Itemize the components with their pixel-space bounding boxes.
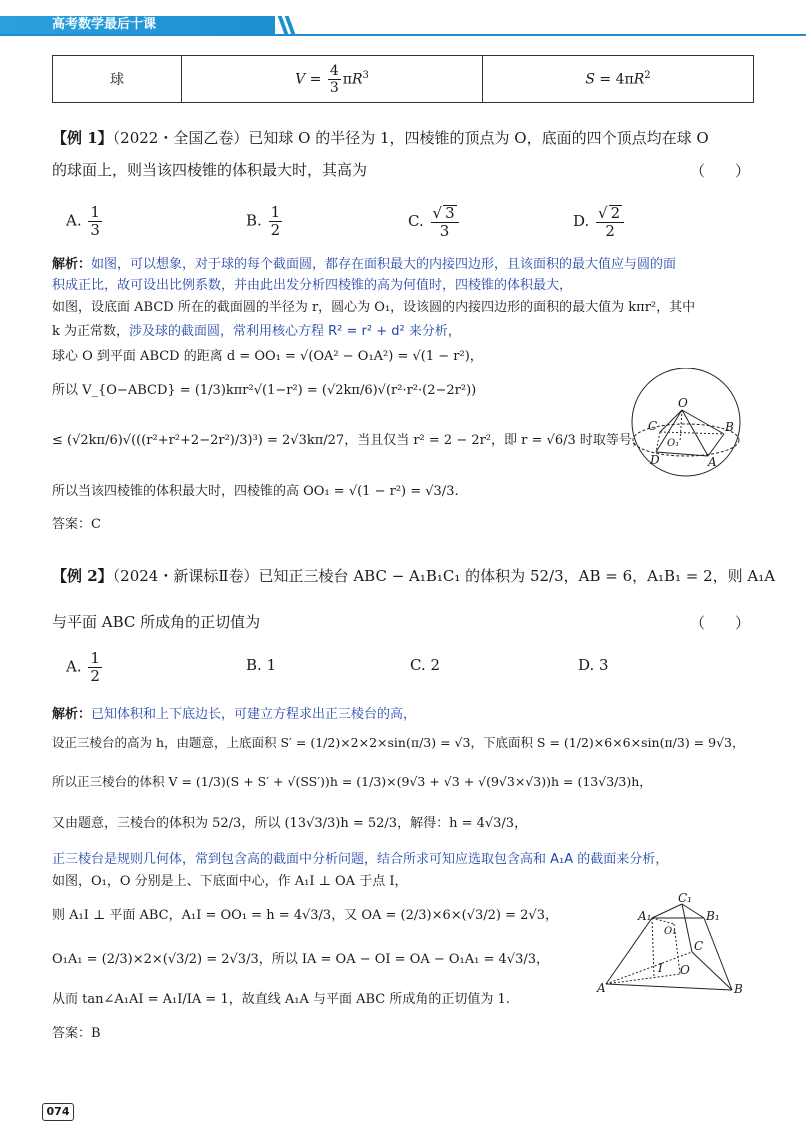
table-cell-shape [53, 56, 182, 103]
ex2-step: 则 A₁I ⊥ 平面 ABC，A₁I = OO₁ = h = 4√3/3，又 OA = (2/3)×6×(√3/2) = 2√3， [52, 908, 558, 923]
header-rule [0, 34, 806, 36]
edge-c1c [682, 904, 692, 952]
page-header [0, 0, 806, 38]
figure-frustum [596, 892, 746, 997]
edge-a1c1 [652, 904, 682, 918]
fig2-label: B [734, 982, 743, 996]
ex2-option-d: D. 3 [578, 656, 609, 674]
fig1-label: O₁ [667, 438, 680, 449]
ex2-analysis-hint2: 正三棱台是规则几何体，常到包含高的截面中分析问题，结合所求可知应选取包含高和 A₁A 的截面来分析， [52, 852, 669, 867]
table-row [53, 56, 754, 103]
fig2-label: C [694, 939, 704, 953]
ex2-step: 设正三棱台的高为 h，由题意，上底面积 S′ = (1/2)×2×2×sin(π/3) = √3，下底面积 S = (1/2)×6×6×sin(π/3) = 9√3， [52, 735, 745, 750]
edge-b1b [704, 918, 732, 990]
edge-da [656, 452, 708, 456]
analysis-hint: 如图，可以想象，对于球的每个截面圆，都存在面积最大的内接四边形，且该面积的最大值应与圆的面 [91, 257, 677, 272]
analysis-hint: 已知体积和上下底边长，可建立方程求出正三棱台的高， [91, 707, 417, 722]
edge-cb [692, 952, 732, 990]
edge-cb [660, 432, 724, 434]
ex2-tag: 【例 2】 [52, 567, 113, 585]
ex1-option-d: D. $\frac{√ 2}{2}$ [573, 204, 626, 240]
ex2-answer-paren: （ ） [690, 614, 751, 632]
ex2-step: 又由题意，三棱台的体积为 52/3，所以 (13√3/3)h = 52/3，解得：h = 4√3/3， [52, 816, 528, 831]
figure-sphere-pyramid [612, 368, 762, 478]
page-number: 074 [42, 1103, 74, 1121]
analysis-label: 解析： [52, 257, 92, 272]
edge-ab [606, 984, 732, 990]
ex1-option-a: A. $\frac{1}{3}$ [66, 203, 100, 239]
formula-table [52, 55, 754, 103]
fig2-label: B₁ [706, 909, 720, 923]
ex2-step: 所以正三棱台的体积 V = (1/3)(S + S′ + √(SS′))h = (1/3)×(9√3 + √3 + √(9√3×√3))h = (13√3/3)h， [52, 774, 652, 789]
ex1-option-b: B. $\frac{1}{2}$ [246, 203, 281, 239]
step-text: k 为正常数， [52, 324, 130, 339]
ex1-answer: 答案：C [52, 517, 101, 532]
ex2-question-line2: 与平面 ABC 所成角的正切值为 [52, 613, 261, 631]
ex1-question-line1 [52, 128, 709, 148]
ex1-analysis-intro [52, 255, 676, 275]
ex1-step: ≤ (√2kπ/6)√(((r²+r²+2−2r²)/3)³) = 2√3kπ/27，当且仅当 r² = 2 − 2r²，即 r = √6/3 时取等号， [52, 433, 645, 448]
ex1-step: 所以当该四棱锥的体积最大时，四棱锥的高 OO₁ = √(1 − r²) = √3/3. [52, 484, 459, 499]
ex2-source: （2024・新课标Ⅱ卷） [112, 567, 259, 585]
ex1-answer-paren: （ ） [690, 162, 751, 180]
ex2-step: 如图，O₁，O 分别是上、下底面中心，作 A₁I ⊥ OA 于点 I， [52, 874, 408, 889]
step-hint: 涉及球的截面圆，常利用核心方程 R² = r² + d² 来分析， [129, 324, 461, 339]
ex1-question-line2: 的球面上，则当该四棱锥的体积最大时，其高为 [52, 161, 368, 179]
ex1-text: 已知球 O 的半径为 1，四棱锥的顶点为 O，底面的四个顶点均在球 O [248, 129, 709, 147]
ex2-option-c: C. 2 [410, 656, 441, 674]
table-cell-volume: V = $\frac{4}{3}$ $\pi R^3$ [182, 56, 483, 103]
ex2-text: 已知正三棱台 ABC − A₁B₁C₁ 的体积为 52/3，AB = 6，A₁B₁ = 2，则 A₁A [258, 567, 776, 585]
ex1-option-c: C. $\frac{√ 3}{3}$ [408, 204, 461, 240]
ex2-analysis-intro [52, 705, 416, 725]
ex1-step: 球心 O 到平面 ABCD 的距离 d = OO₁ = √(OA² − O₁A²) = √(1 − r²)， [52, 349, 483, 364]
ex1-analysis-hint2: 积成正比，故可设出比例系数，并由此出发分析四棱锥的高为何值时，四棱锥的体积最大， [52, 278, 573, 293]
fig1-label: D [650, 453, 660, 467]
ex2-step: 从而 tan∠A₁AI = A₁I/IA = 1，故直线 A₁A 与平面 ABC 所成角的正切值为 1. [52, 992, 510, 1007]
fig2-label: A₁ [638, 909, 652, 923]
header-title: 高考数学最后十课 [52, 17, 157, 32]
ex1-step: 如图，设底面 ABCD 所在的截面圆的半径为 r，圆心为 O₁，设该圆的内接四边形的面积的最大值为 kπr²，其中 [52, 300, 696, 315]
edge-a1a [606, 918, 652, 984]
fig2-label: C₁ [678, 892, 692, 905]
fig2-label: A [597, 981, 606, 995]
ex1-step: 所以 V_{O−ABCD} = (1/3)kπr²√(1−r²) = (√2kπ/6)√(r²·r²·(2−2r²)) [52, 383, 477, 398]
ex2-answer: 答案：B [52, 1026, 101, 1041]
ex1-source: （2022・全国乙卷） [112, 129, 249, 147]
ex2-option-b: B. 1 [246, 656, 277, 674]
fig2-label: O [680, 963, 690, 977]
fig1-label: B [725, 420, 734, 434]
segment-a1o1 [652, 918, 674, 924]
fig1-label: C [648, 419, 658, 433]
fig2-label: O₁ [664, 926, 677, 937]
ex2-question-line1 [52, 566, 775, 586]
ex2-step: O₁A₁ = (2/3)×2×(√3/2) = 2√3/3，所以 IA = OA − OI = OA − O₁A₁ = 4√3/3， [52, 952, 550, 967]
fig2-label: I [658, 961, 663, 975]
segment-ao [606, 974, 680, 984]
shape-label: 球 [110, 72, 124, 88]
edge-c1b1 [682, 904, 704, 918]
ex2-option-a: A. $\frac{1}{2}$ [66, 649, 100, 685]
analysis-label: 解析： [52, 707, 92, 722]
ex1-step [52, 322, 461, 342]
fig1-label: O [678, 396, 688, 410]
height-oo1 [680, 410, 682, 442]
table-cell-surface: $S = 4\pi R^2$ [483, 56, 754, 103]
fig1-label: A [708, 455, 717, 469]
ex1-tag: 【例 1】 [52, 129, 113, 147]
